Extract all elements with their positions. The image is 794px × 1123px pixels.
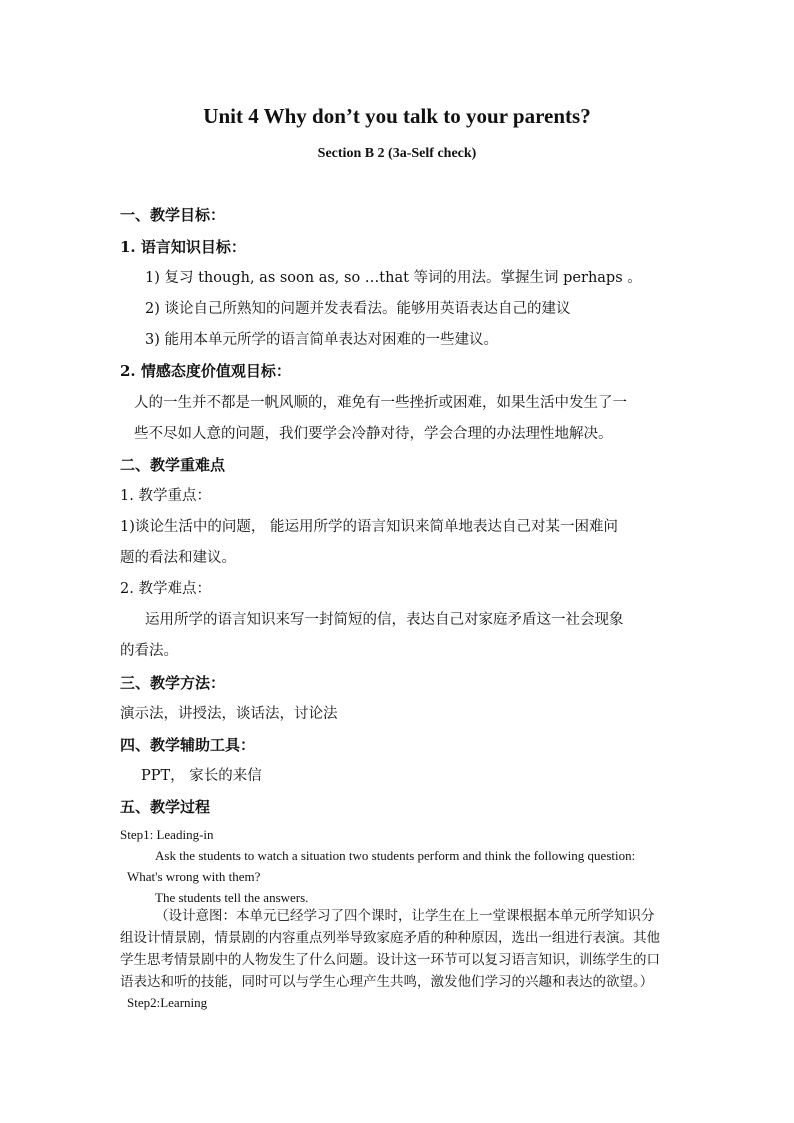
paragraph-line: What's wrong with them? bbox=[127, 869, 261, 884]
design-note-line: 组设计情景剧，情景剧的内容重点列举导致家庭矛盾的种种原因，选出一组进行表演。其他 bbox=[120, 930, 660, 946]
design-note-line: （设计意图：本单元已经学习了四个课时，让学生在上一堂课根据本单元所学知识分 bbox=[155, 908, 655, 924]
paragraph-line: The students tell the answers. bbox=[155, 890, 309, 905]
document-title: Unit 4 Why don’t you talk to your parents? bbox=[203, 104, 591, 128]
list-item: 2) 谈论自己所熟知的问题并发表看法。能够用英语表达自己的建议 bbox=[145, 301, 571, 317]
step-heading: Step2:Learning bbox=[127, 995, 208, 1010]
design-note-line: 语表达和听的技能，同时可以与学生心理产生共鸣，激发他们学习的兴趣和表达的欲望。） bbox=[120, 974, 654, 990]
paragraph-line: 些不尽如人意的问题，我们要学会冷静对待，学会合理的办法理性地解决。 bbox=[134, 426, 613, 442]
subheading-difficult-points: 2. 教学难点： bbox=[120, 581, 211, 597]
subheading-language-objectives: 1. 语言知识目标： bbox=[120, 238, 246, 256]
list-item: 1) 复习 though, as soon as, so …that 等词的用法。掌握生词 perhaps 。 bbox=[145, 270, 642, 286]
design-note-line: 学生思考情景剧中的人物发生了什么问题。设计这一环节可以复习语言知识，训练学生的口 bbox=[120, 952, 660, 968]
section-heading-methods: 三、教学方法： bbox=[120, 674, 226, 692]
paragraph-line: 运用所学的语言知识来写一封简短的信，表达自己对家庭矛盾这一社会现象 bbox=[145, 612, 624, 628]
section-heading-aids: 四、教学辅助工具： bbox=[120, 736, 256, 754]
paragraph-line: 1)谈论生活中的问题， 能运用所学的语言知识来简单地表达自己对某一困难问 bbox=[120, 519, 618, 535]
paragraph-line: 题的看法和建议。 bbox=[120, 550, 236, 566]
section-heading-key-points: 二、教学重难点 bbox=[120, 456, 226, 474]
paragraph-line: 的看法。 bbox=[120, 643, 178, 659]
section-heading-process: 五、教学过程 bbox=[120, 798, 211, 816]
document-subtitle: Section B 2 (3a-Self check) bbox=[317, 146, 477, 161]
step-heading: Step1: Leading-in bbox=[120, 827, 214, 842]
paragraph-line: 人的一生并不都是一帆风顺的，难免有一些挫折或困难，如果生活中发生了一 bbox=[134, 395, 627, 411]
paragraph-line: Ask the students to watch a situation two students perform and think the following question: bbox=[155, 848, 636, 863]
section-heading-objectives: 一、教学目标： bbox=[120, 206, 226, 224]
list-item: 3) 能用本单元所学的语言简单表达对困难的一些建议。 bbox=[145, 332, 498, 348]
paragraph-line: PPT， 家长的来信 bbox=[141, 768, 262, 784]
paragraph-line: 演示法，讲授法，谈话法，讨论法 bbox=[120, 706, 338, 722]
subheading-affective-objectives: 2. 情感态度价值观目标： bbox=[120, 362, 291, 380]
subheading-key-points: 1. 教学重点： bbox=[120, 488, 211, 504]
